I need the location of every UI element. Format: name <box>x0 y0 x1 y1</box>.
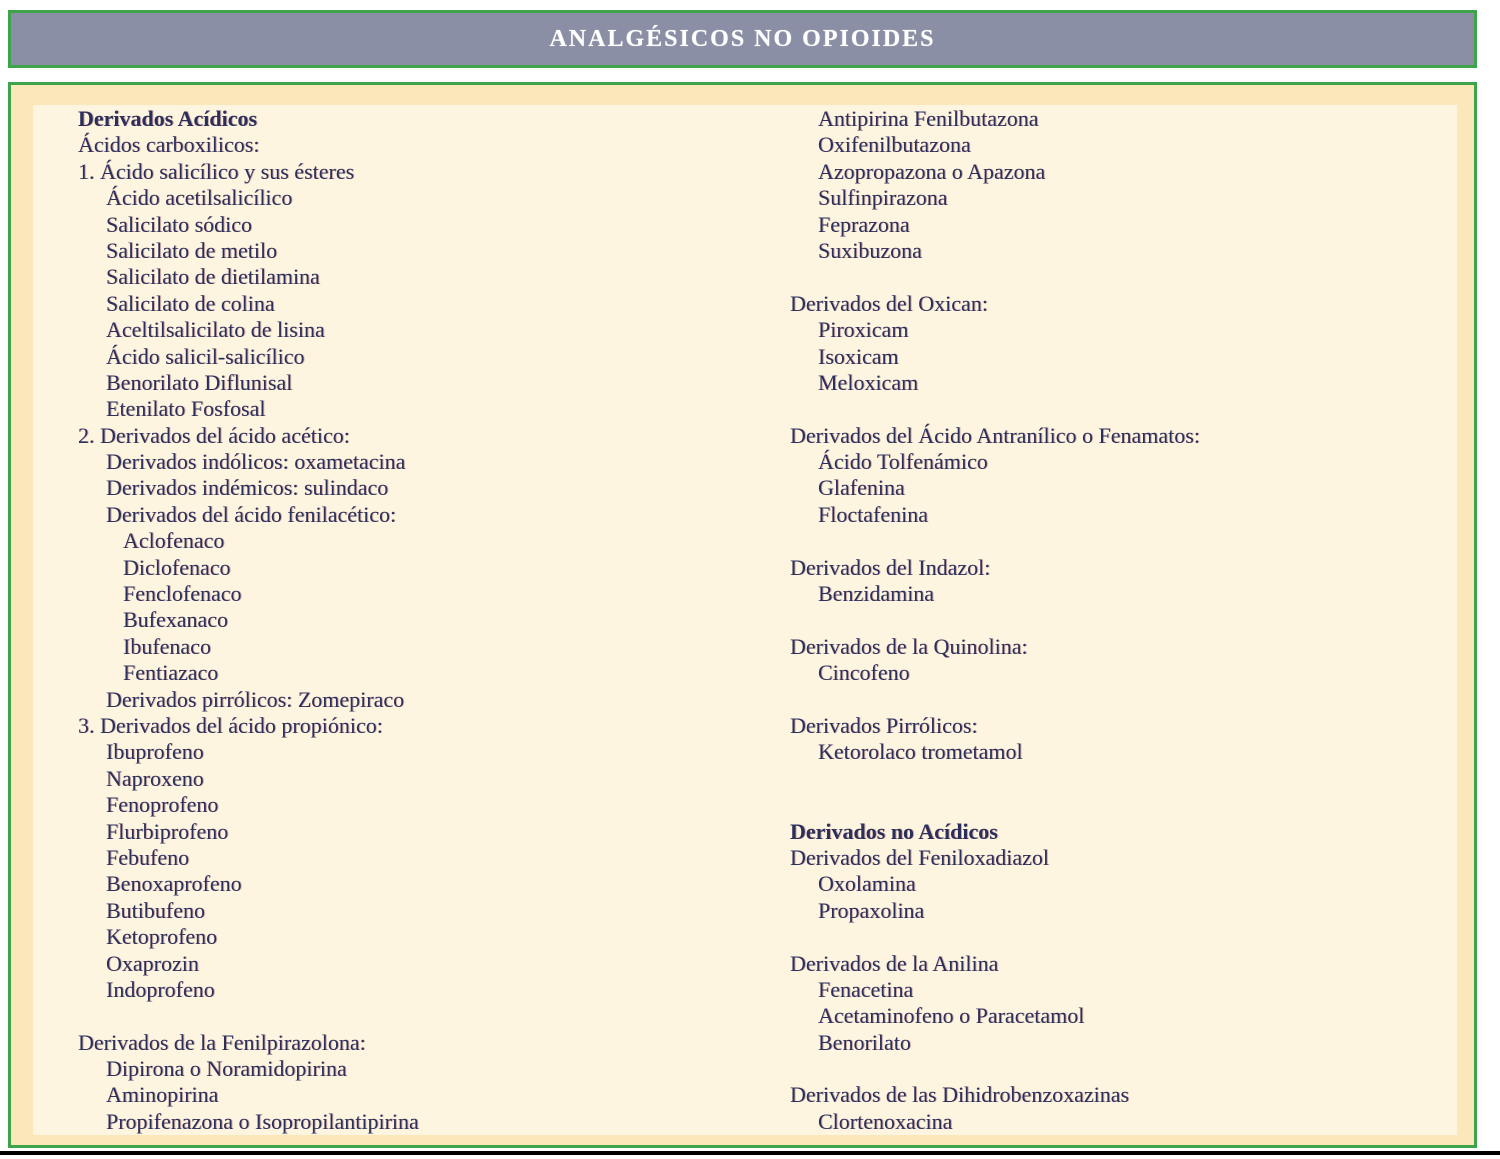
list-line: Ácidos carboxilicos: <box>78 132 260 158</box>
list-line: Salicilato de dietilamina <box>106 264 320 290</box>
left-column <box>78 106 778 1135</box>
list-line: Benoxaprofeno <box>106 871 242 897</box>
list-line: Ácido Tolfenámico <box>818 449 988 475</box>
list-line: Propifenazona o Isopropilantipirina <box>106 1108 419 1134</box>
list-line: Dipirona o Noramidopirina <box>106 1056 347 1082</box>
list-line: Derivados de las Dihidrobenzoxazinas <box>790 1082 1130 1108</box>
list-line: Salicilato sódico <box>106 211 253 237</box>
list-line: Derivados indólicos: oxametacina <box>106 449 406 475</box>
list-line: Oxaprozin <box>106 950 199 976</box>
list-line: Bufexanaco <box>123 607 229 633</box>
list-line: Derivados del Ácido Antranílico o Fenamatos: <box>790 422 1200 448</box>
spacer-line <box>790 607 1450 633</box>
list-line: Isoxicam <box>818 343 899 369</box>
list-line: Cincofeno <box>818 660 910 686</box>
list-line: Derivados indémicos: sulindaco <box>106 475 389 501</box>
list-line: Fenclofenaco <box>123 581 242 607</box>
list-line: Butibufeno <box>106 897 205 923</box>
list-line: Oxolamina <box>818 871 916 897</box>
list-line: Benorilato <box>818 1029 911 1055</box>
list-line: 2. Derivados del ácido acético: <box>78 422 350 448</box>
list-line: Naproxeno <box>106 765 204 791</box>
page-title: ANALGÉSICOS NO OPIOIDES <box>549 25 936 52</box>
list-line: Fentiazaco <box>123 660 219 686</box>
list-line: Etenilato Fosfosal <box>106 396 266 422</box>
list-line: Acetaminofeno o Paracetamol <box>818 1003 1085 1029</box>
list-line: Floctafenina <box>818 501 928 527</box>
spacer-line <box>790 396 1450 422</box>
list-line: Benzidamina <box>818 581 935 607</box>
drug-classification-inner <box>33 105 1457 1135</box>
list-line: Derivados de la Anilina <box>790 950 999 976</box>
list-line: Salicilato de colina <box>106 290 275 316</box>
list-line: Ácido salicil-salicílico <box>106 343 305 369</box>
list-line: Diclofenaco <box>123 554 231 580</box>
list-line: Fenoprofeno <box>106 792 219 818</box>
list-line: 3. Derivados del ácido propiónico: <box>78 712 383 738</box>
list-line: Derivados del ácido fenilacético: <box>106 501 397 527</box>
list-line: Ketorolaco trometamol <box>818 739 1023 765</box>
list-line: Suxibuzona <box>818 237 922 263</box>
list-line: Febufeno <box>106 844 190 870</box>
list-line: Derivados pirrólicos: Zomepiraco <box>106 686 405 712</box>
list-line: Aminopirina <box>106 1082 219 1108</box>
section-heading: Derivados Acídicos <box>78 106 258 131</box>
list-line: Derivados del Oxican: <box>790 290 988 316</box>
right-column <box>790 106 1450 1135</box>
section-heading: Derivados no Acídicos <box>790 818 998 844</box>
spacer-line <box>790 687 1450 713</box>
list-line: Ácido acetilsalicílico <box>106 185 293 211</box>
list-line: Ibufenaco <box>123 633 211 659</box>
list-line: Ibuprofeno <box>106 739 204 765</box>
list-line: Derivados de la Quinolina: <box>790 633 1028 659</box>
list-line: Derivados del Feniloxadiazol <box>790 844 1050 870</box>
spacer-line <box>78 1003 778 1029</box>
list-line: Antipirina Fenilbutazona <box>818 106 1039 131</box>
list-line: Clortenoxacina <box>818 1108 953 1134</box>
list-line: Benorilato Diflunisal <box>106 369 293 395</box>
list-line: Derivados de la Fenilpirazolona: <box>78 1029 366 1055</box>
list-line: Oxifenilbutazona <box>818 132 971 158</box>
list-line: Indoprofeno <box>106 976 215 1002</box>
bottom-rule <box>0 1151 1500 1155</box>
list-line: Derivados del Indazol: <box>790 554 991 580</box>
list-line: 1. Ácido salicílico y sus ésteres <box>78 158 355 184</box>
list-line: Derivados Pirrólicos: <box>790 712 978 738</box>
spacer-line <box>790 528 1450 554</box>
drug-classification-panel <box>8 82 1477 1148</box>
spacer-line <box>790 766 1450 792</box>
title-banner <box>8 10 1477 68</box>
list-line: Propaxolina <box>818 897 925 923</box>
list-line: Salicilato de metilo <box>106 237 278 263</box>
spacer-line <box>790 1056 1450 1082</box>
spacer-line <box>790 264 1450 290</box>
list-line: Aceltilsalicilato de lisina <box>106 317 325 343</box>
spacer-line <box>790 792 1450 818</box>
list-line: Meloxicam <box>818 369 919 395</box>
list-line: Glafenina <box>818 475 905 501</box>
list-line: Azopropazona o Apazona <box>818 158 1046 184</box>
list-line: Ketoprofeno <box>106 924 218 950</box>
list-line: Piroxicam <box>818 317 909 343</box>
list-line: Flurbiprofeno <box>106 818 229 844</box>
list-line: Feprazona <box>818 211 910 237</box>
list-line: Fenacetina <box>818 976 914 1002</box>
spacer-line <box>790 924 1450 950</box>
list-line: Sulfinpirazona <box>818 185 948 211</box>
list-line: Aclofenaco <box>123 528 225 554</box>
